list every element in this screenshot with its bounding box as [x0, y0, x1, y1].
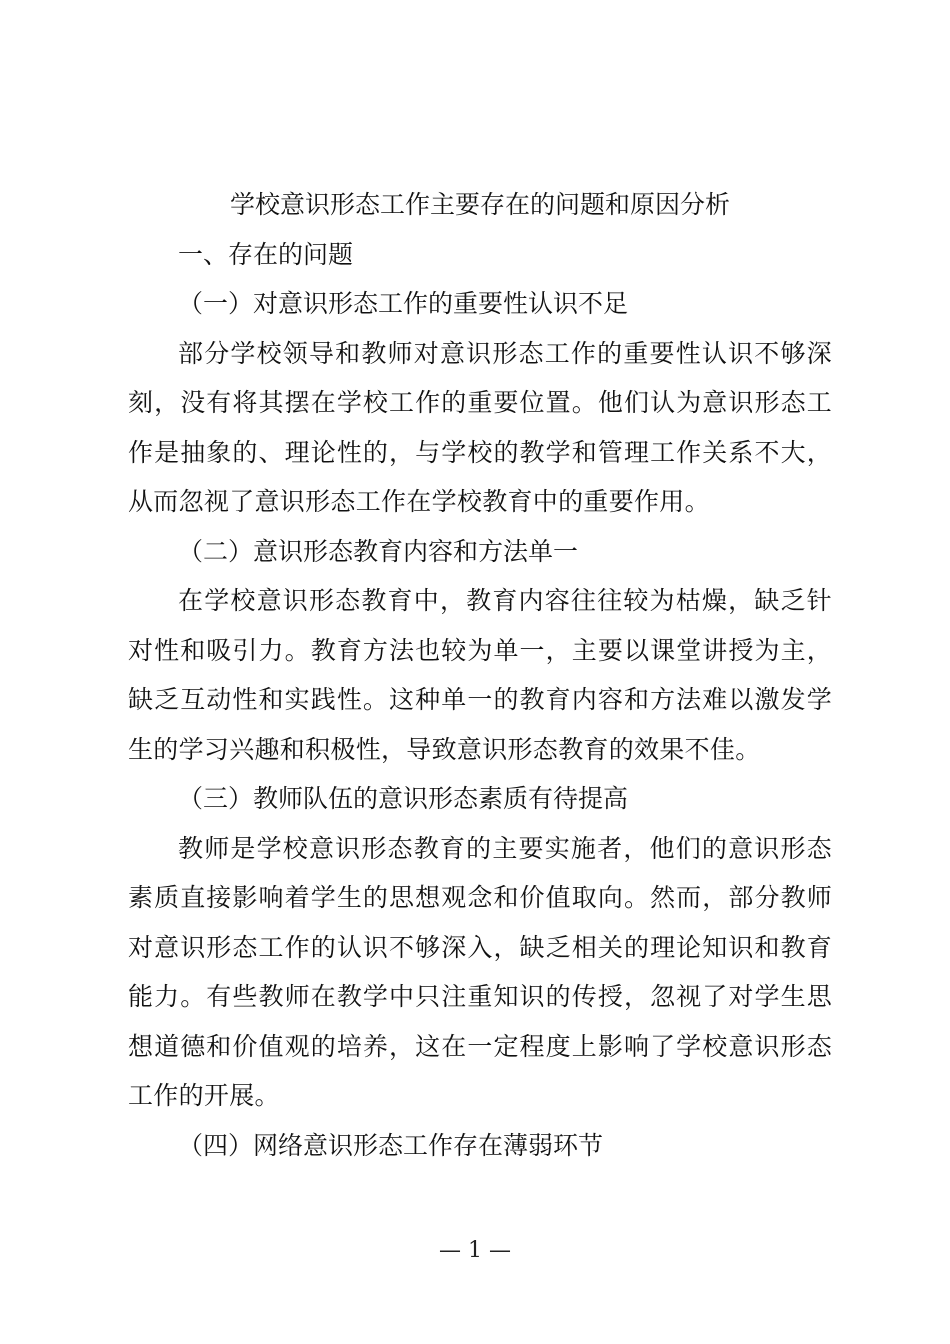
section-heading-problems: 一、存在的问题 [178, 239, 354, 269]
document-title: 学校意识形态工作主要存在的问题和原因分析 [229, 190, 730, 219]
page-number: — 1 — [439, 1238, 511, 1263]
paragraph-3: 教师是学校意识形态教育的主要实施者，他们的意识形态素质直接影响着学生的思想观念和价值取向。然而，部分教师对意识形态工作的认识不够深入，缺乏相关的理论知识和教育能力。有些教师在教学中只注重知识的传授，忽视了对学生思想道德和价值观的培养，这在一定程度上影响了学校意识形态工作的开展。 [128, 833, 832, 1110]
document-body [128, 180, 832, 1170]
subheading-3: （三）教师队伍的意识形态素质有待提高 [178, 784, 629, 813]
paragraph-1: 部分学校领导和教师对意识形态工作的重要性认识不够深刻，没有将其摆在学校工作的重要位置。他们认为意识形态工作是抽象的、理论性的，与学校的教学和管理工作关系不大，从而忽视了意识形态工作在学校教育中的重要作用。 [128, 338, 832, 516]
subheading-1: （一）对意识形态工作的重要性认识不足 [178, 289, 629, 318]
paragraph-2: 在学校意识形态教育中，教育内容往往较为枯燥，缺乏针对性和吸引力。教育方法也较为单一，主要以课堂讲授为主，缺乏互动性和实践性。这种单一的教育内容和方法难以激发学生的学习兴趣和积极性，导致意识形态教育的效果不佳。 [128, 586, 832, 764]
subheading-4: （四）网络意识形态工作存在薄弱环节 [178, 1130, 604, 1160]
subheading-2: （二）意识形态教育内容和方法单一 [178, 536, 579, 566]
